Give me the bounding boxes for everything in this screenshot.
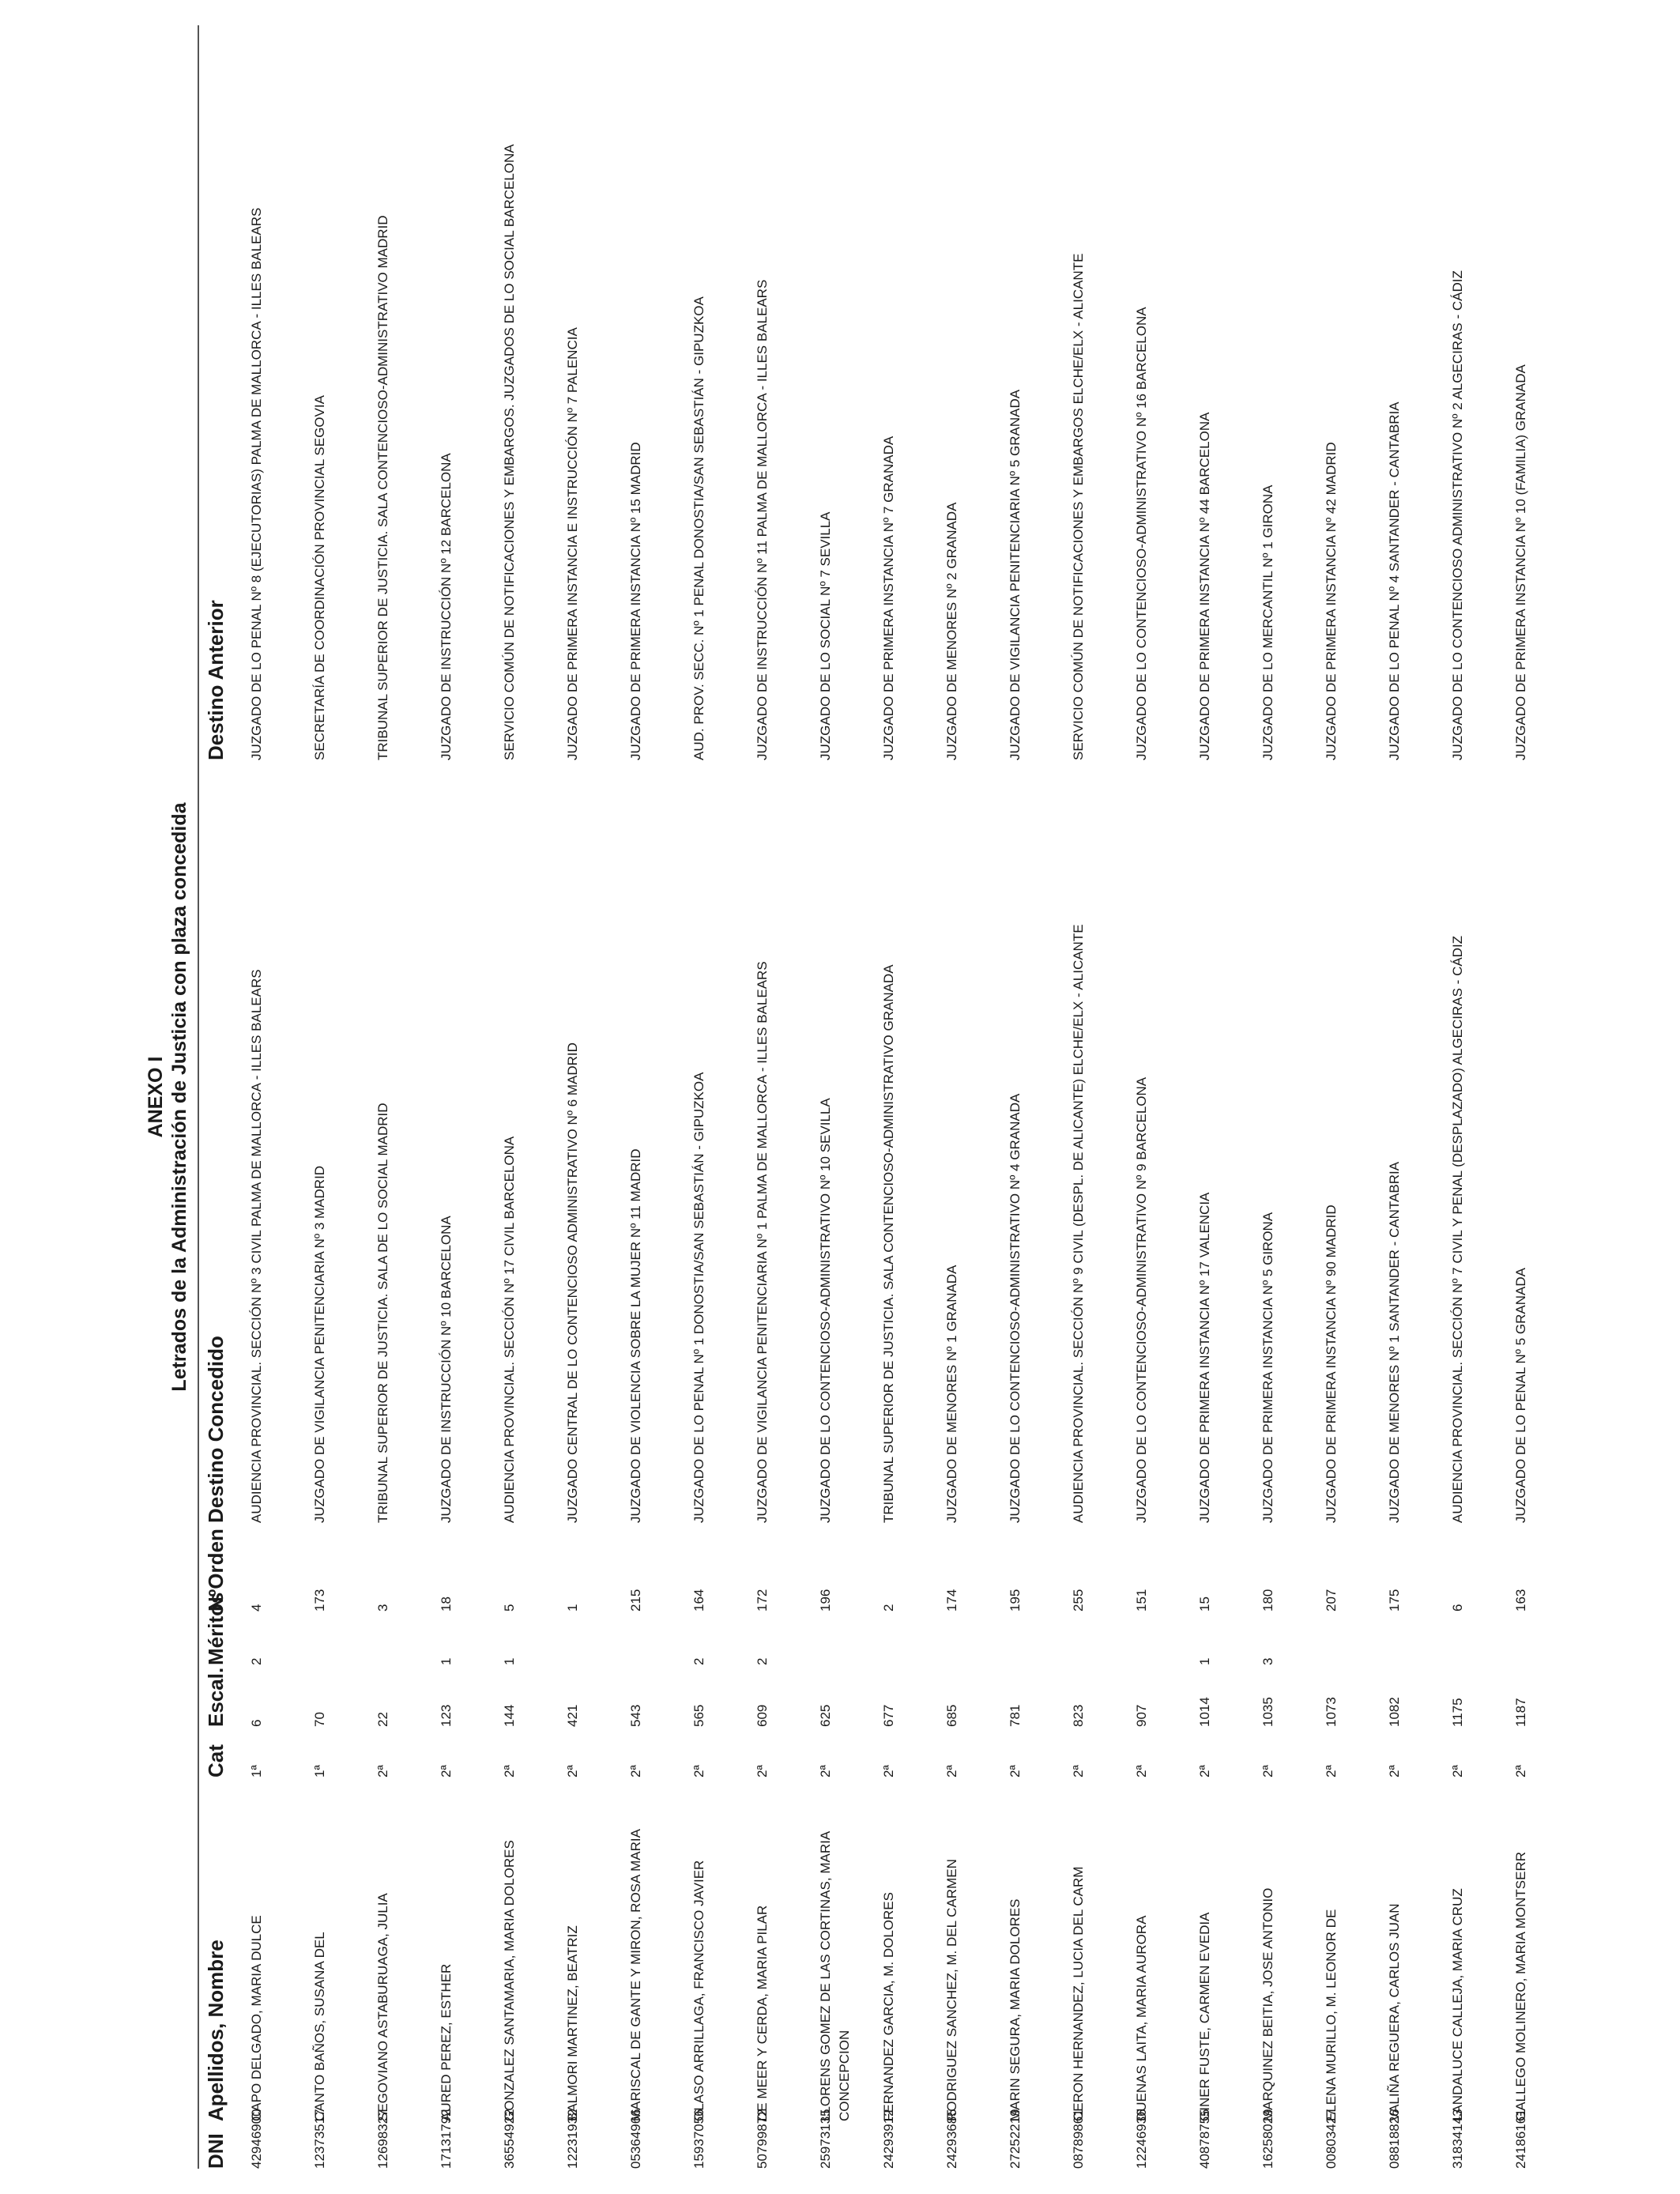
cell-escal: 1082 — [1387, 1697, 1402, 1727]
table-row — [868, 25, 932, 2169]
cell-concedido: JUZGADO DE LO PENAL Nº 1 DONOSTIA/SAN SEBASTIÁN - GIPUZKOA — [691, 1072, 706, 1523]
cell-escal: 677 — [881, 1704, 896, 1727]
cell-concedido: AUDIENCIA PROVINCIAL. SECCIÓN Nº 9 CIVIL (DESPL. DE ALICANTE) ELCHE/ELX - ALICANTE — [1071, 924, 1086, 1523]
cell-anterior: JUZGADO DE LO PENAL Nº 4 SANTANDER - CANTABRIA — [1387, 401, 1402, 760]
cell-orden: 151 — [1134, 1589, 1149, 1612]
cell-meritos: 1 — [439, 1657, 454, 1665]
cell-orden: 196 — [818, 1589, 833, 1612]
table-row — [1121, 25, 1185, 2169]
cell-meritos — [552, 1612, 616, 1665]
cell-concedido: JUZGADO DE MENORES Nº 1 GRANADA — [944, 1265, 959, 1523]
cell-escal: 1035 — [1260, 1697, 1275, 1727]
cell-orden: 6 — [1450, 1604, 1465, 1612]
cell-orden: 173 — [312, 1589, 327, 1612]
cell-nombre: GINER FUSTE, CARMEN EVEDIA — [1197, 1912, 1212, 2121]
cell-escal: 565 — [691, 1704, 706, 1727]
cell-concedido: JUZGADO DE PRIMERA INSTANCIA Nº 17 VALENCIA — [1197, 1192, 1212, 1523]
cell-cat: 2ª — [691, 1765, 706, 1777]
cell-meritos — [616, 1612, 679, 1665]
cell-dni: 12246936 — [1134, 2109, 1149, 2169]
cell-orden: 180 — [1260, 1589, 1275, 1612]
cell-concedido: AUDIENCIA PROVINCIAL. SECCIÓN Nº 3 CIVIL PALMA DE MALLORCA - ILLES BALEARS — [249, 969, 264, 1523]
cell-cat: 2ª — [1260, 1765, 1275, 1777]
cell-meritos — [932, 1612, 995, 1665]
cell-nombre: DE MEER Y CERDA, MARIA PILAR — [755, 1905, 770, 2121]
cell-anterior: JUZGADO DE LO SOCIAL Nº 7 SEVILLA — [818, 511, 833, 760]
cell-concedido: AUDIENCIA PROVINCIAL. SECCIÓN Nº 17 CIVIL BARCELONA — [502, 1136, 517, 1523]
cell-nombre: GONZALEZ SANTAMARIA, MARIA DOLORES — [502, 1840, 517, 2121]
cell-dni: 05364966 — [628, 2109, 643, 2169]
cell-anterior: JUZGADO DE PRIMERA INSTANCIA Nº 42 MADRID — [1324, 442, 1339, 760]
cell-dni: 12698327 — [375, 2109, 390, 2169]
cell-nombre: MARQUINEZ BEITIA, JOSE ANTONIO — [1260, 1887, 1275, 2121]
cell-nombre: MARIN SEGURA, MARIA DOLORES — [1008, 1898, 1023, 2121]
cell-nombre: SEGOVIANO ASTABURUAGA, JULIA — [375, 1893, 390, 2121]
cell-anterior: JUZGADO DE PRIMERA INSTANCIA Nº 15 MADRID — [628, 442, 643, 760]
cell-meritos — [299, 1612, 363, 1665]
cell-orden: 174 — [944, 1589, 959, 1612]
cell-dni: 12231932 — [565, 2109, 580, 2169]
cell-orden: 3 — [375, 1604, 390, 1612]
cell-dni: 24186161 — [1513, 2109, 1528, 2169]
cell-nombre: FERNANDEZ GARCIA, M. DOLORES — [881, 1892, 896, 2121]
cell-orden: 5 — [502, 1604, 517, 1612]
cell-meritos: 1 — [1197, 1657, 1212, 1665]
table-row — [1058, 25, 1121, 2169]
cell-orden: 207 — [1324, 1589, 1339, 1612]
cell-dni: 08789861 — [1071, 2109, 1086, 2169]
cell-orden: 15 — [1197, 1596, 1212, 1612]
cell-anterior: SERVICIO COMÚN DE NOTIFICACIONES Y EMBARGOS ELCHE/ELX - ALICANTE — [1071, 253, 1086, 760]
annex-subheading: Letrados de la Administración de Justicia con plaza concedida — [168, 802, 190, 1392]
cell-orden: 255 — [1071, 1589, 1086, 1612]
cell-cat: 2ª — [944, 1765, 959, 1777]
cell-escal: 144 — [502, 1704, 517, 1727]
header-meritos: Méritos — [204, 1592, 228, 1665]
cell-cat: 2ª — [628, 1765, 643, 1777]
cell-cat: 2ª — [565, 1765, 580, 1777]
cell-escal: 543 — [628, 1704, 643, 1727]
table-header-row — [199, 25, 236, 2169]
cell-anterior: JUZGADO DE INSTRUCCIÓN Nº 11 PALMA DE MALLORCA - ILLES BALEARS — [755, 279, 770, 760]
cell-meritos: 2 — [691, 1657, 706, 1665]
cell-dni: 36554922 — [502, 2109, 517, 2169]
cell-nombre: LANDALUCE CALLEJA, MARIA CRUZ — [1450, 1888, 1465, 2121]
cell-orden: 215 — [628, 1589, 643, 1612]
cell-anterior: JUZGADO DE INSTRUCCIÓN Nº 12 BARCELONA — [439, 453, 454, 760]
cell-cat: 2ª — [1197, 1765, 1212, 1777]
header-orden: NºOrden — [204, 1529, 228, 1612]
cell-meritos — [1374, 1612, 1437, 1665]
cell-concedido: JUZGADO DE PRIMERA INSTANCIA Nº 5 GIRONA — [1260, 1212, 1275, 1523]
cell-cat: 2ª — [1387, 1765, 1402, 1777]
cell-meritos — [805, 1612, 868, 1665]
header-anterior: Destino Anterior — [204, 600, 228, 760]
cell-meritos — [1437, 1612, 1501, 1665]
cell-nombre: BALMORI MARTINEZ, BEATRIZ — [565, 1925, 580, 2121]
table-row — [1311, 25, 1374, 2169]
cell-meritos: 2 — [755, 1657, 770, 1665]
table-row — [805, 25, 868, 2169]
cell-cat: 2ª — [755, 1765, 770, 1777]
header-escal: Escal. — [204, 1667, 228, 1727]
cell-cat: 2ª — [1450, 1765, 1465, 1777]
cell-anterior: TRIBUNAL SUPERIOR DE JUSTICIA. SALA CONTENCIOSO-ADMINISTRATIVO MADRID — [375, 215, 390, 760]
table-row — [1185, 25, 1248, 2169]
cell-concedido: JUZGADO DE LO CONTENCIOSO-ADMINISTRATIVO Nº 9 BARCELONA — [1134, 1076, 1149, 1523]
header-concedido: Destino Concedido — [204, 1336, 228, 1523]
table-row — [679, 25, 742, 2169]
cell-escal: 1073 — [1324, 1697, 1339, 1727]
cell-concedido: JUZGADO DE VIGILANCIA PENITENCIARIA Nº 1 PALMA DE MALLORCA - ILLES BALEARS — [755, 961, 770, 1523]
table-row — [299, 25, 363, 2169]
cell-cat: 2ª — [881, 1765, 896, 1777]
cell-concedido: JUZGADO DE MENORES Nº 1 SANTANDER - CANTABRIA — [1387, 1161, 1402, 1523]
cell-orden: 2 — [881, 1604, 896, 1612]
cell-cat: 2ª — [818, 1765, 833, 1777]
cell-dni: 40878755 — [1197, 2109, 1212, 2169]
cell-cat: 2ª — [1071, 1765, 1086, 1777]
cell-anterior: SERVICIO COMÚN DE NOTIFICACIONES Y EMBARGOS. JUZGADOS DE LO SOCIAL BARCELONA — [502, 144, 517, 760]
cell-dni: 42946900 — [249, 2109, 264, 2169]
cell-dni: 24293912 — [881, 2109, 896, 2169]
cell-meritos — [1311, 1612, 1374, 1665]
cell-dni: 17131792 — [439, 2109, 454, 2169]
cell-anterior: JUZGADO DE MENORES Nº 2 GRANADA — [944, 502, 959, 760]
cell-cat: 2ª — [502, 1765, 517, 1777]
cell-concedido: JUZGADO DE PRIMERA INSTANCIA Nº 90 MADRID — [1324, 1204, 1339, 1523]
cell-dni: 00803427 — [1324, 2109, 1339, 2169]
cell-concedido: JUZGADO DE VIGILANCIA PENITENCIARIA Nº 3 MADRID — [312, 1165, 327, 1523]
cell-nombre: AURED PEREZ, ESTHER — [439, 1963, 454, 2121]
cell-escal: 22 — [375, 1712, 390, 1727]
cell-nombre: GALLEGO MOLINERO, MARIA MONTSERR — [1513, 1851, 1528, 2121]
cell-anterior: JUZGADO DE LO PENAL Nº 8 (EJECUTORIAS) PALMA DE MALLORCA - ILLES BALEARS — [249, 207, 264, 760]
table-row — [1437, 25, 1501, 2169]
cell-concedido: JUZGADO DE VIOLENCIA SOBRE LA MUJER Nº 11 MADRID — [628, 1148, 643, 1523]
cell-orden: 172 — [755, 1589, 770, 1612]
cell-dni: 08818826 — [1387, 2109, 1402, 2169]
header-nombre: Apellidos, Nombre — [204, 1940, 228, 2121]
cell-anterior: JUZGADO DE LO CONTENCIOSO-ADMINISTRATIVO Nº 16 BARCELONA — [1134, 307, 1149, 760]
cell-escal: 1187 — [1513, 1698, 1528, 1727]
document-title — [144, 0, 191, 2194]
cell-anterior: SECRETARÍA DE COORDINACIÓN PROVINCIAL SEGOVIA — [312, 395, 327, 760]
cell-anterior: AUD. PROV. SECC. Nº 1 PENAL DONOSTIA/SAN SEBASTIÁN - GIPUZKOA — [691, 296, 706, 760]
cell-meritos — [363, 1612, 426, 1665]
cell-concedido: JUZGADO DE LO CONTENCIOSO-ADMINISTRATIVO Nº 10 SEVILLA — [818, 1098, 833, 1523]
table-row — [363, 25, 426, 2169]
cell-dni: 27252219 — [1008, 2109, 1023, 2169]
cell-meritos — [1058, 1612, 1121, 1665]
cell-meritos: 3 — [1260, 1657, 1275, 1665]
cell-escal: 781 — [1008, 1704, 1023, 1727]
cell-escal: 421 — [565, 1704, 580, 1727]
cell-cat: 2ª — [1134, 1765, 1149, 1777]
table-row — [616, 25, 679, 2169]
cell-cat: 2ª — [439, 1765, 454, 1777]
cell-anterior: JUZGADO DE VIGILANCIA PENITENCIARIA Nº 5 GRANADA — [1008, 389, 1023, 760]
cell-anterior: JUZGADO DE LO CONTENCIOSO ADMINISTRATIVO Nº 2 ALGECIRAS - CÁDIZ — [1450, 270, 1465, 760]
cell-nombre: CANTO BAÑOS, SUSANA DEL — [312, 1932, 327, 2121]
cell-orden: 195 — [1008, 1589, 1023, 1612]
cell-meritos — [868, 1612, 932, 1665]
table-row — [1374, 25, 1437, 2169]
cell-orden: 163 — [1513, 1589, 1528, 1612]
cell-nombre: ELENA MURILLO, M. LEONOR DE — [1324, 1909, 1339, 2121]
cell-escal: 1175 — [1450, 1698, 1465, 1727]
annex-heading: ANEXO I — [145, 1056, 167, 1138]
cell-anterior: JUZGADO DE LO MERCANTIL Nº 1 GIRONA — [1260, 484, 1275, 760]
cell-cat: 2ª — [1324, 1765, 1339, 1777]
cell-nombre: CERON HERNANDEZ, LUCIA DEL CARM — [1071, 1866, 1086, 2121]
cell-concedido: TRIBUNAL SUPERIOR DE JUSTICIA. SALA DE LO SOCIAL MADRID — [375, 1103, 390, 1523]
cell-concedido: JUZGADO DE LO PENAL Nº 5 GRANADA — [1513, 1268, 1528, 1523]
cell-orden: 175 — [1387, 1589, 1402, 1612]
cell-meritos: 2 — [249, 1657, 264, 1665]
header-cat: Cat — [204, 1744, 228, 1777]
table-row — [995, 25, 1058, 2169]
cell-nombre: RODRIGUEZ SANCHEZ, M. DEL CARMEN — [944, 1859, 959, 2121]
table-body — [236, 25, 1564, 2169]
cell-dni: 31834143 — [1450, 2109, 1465, 2169]
cell-concedido: AUDIENCIA PROVINCIAL. SECCIÓN Nº 7 CIVIL Y PENAL (DESPLAZADO) ALGECIRAS - CÁDIZ — [1450, 935, 1465, 1523]
cell-escal: 6 — [249, 1719, 264, 1727]
cell-concedido: JUZGADO DE INSTRUCCIÓN Nº 10 BARCELONA — [439, 1216, 454, 1523]
table-row — [932, 25, 995, 2169]
table-row — [742, 25, 805, 2169]
cell-escal: 685 — [944, 1704, 959, 1727]
table-row — [1248, 25, 1311, 2169]
table-row — [426, 25, 489, 2169]
header-dni: DNI — [204, 2133, 228, 2169]
cell-orden: 1 — [565, 1604, 580, 1612]
cell-dni: 24293685 — [944, 2109, 959, 2169]
cell-dni: 25973135 — [818, 2109, 833, 2169]
table-row — [1501, 25, 1564, 2169]
table-row — [552, 25, 616, 2169]
cell-nombre: LLORENS GOMEZ DE LAS CORTINAS, MARIA CONCEPCION — [818, 1831, 852, 2121]
cell-concedido: JUZGADO CENTRAL DE LO CONTENCIOSO ADMINISTRATIVO Nº 6 MADRID — [565, 1042, 580, 1523]
cell-dni: 15937056 — [691, 2109, 706, 2169]
cell-meritos: 1 — [502, 1657, 517, 1665]
cell-cat: 1ª — [249, 1765, 264, 1777]
cell-meritos — [1121, 1612, 1185, 1665]
cell-nombre: CAPO DELGADO, MARIA DULCE — [249, 1915, 264, 2121]
cell-orden: 164 — [691, 1589, 706, 1612]
cell-escal: 907 — [1134, 1704, 1149, 1727]
cell-meritos — [1501, 1612, 1564, 1665]
cell-anterior: JUZGADO DE PRIMERA INSTANCIA Nº 7 GRANADA — [881, 435, 896, 760]
cell-cat: 2ª — [375, 1765, 390, 1777]
cell-escal: 625 — [818, 1704, 833, 1727]
cell-escal: 70 — [312, 1712, 327, 1727]
cell-cat: 2ª — [1513, 1765, 1528, 1777]
cell-cat: 2ª — [1008, 1765, 1023, 1777]
cell-nombre: DUENAS LAITA, MARIA AURORA — [1134, 1915, 1149, 2121]
cell-nombre: OLASO ARRILLAGA, FRANCISCO JAVIER — [691, 1860, 706, 2121]
cell-anterior: JUZGADO DE PRIMERA INSTANCIA Nº 44 BARCELONA — [1197, 412, 1212, 760]
cell-meritos — [995, 1612, 1058, 1665]
cell-escal: 1014 — [1197, 1697, 1212, 1727]
cell-anterior: JUZGADO DE PRIMERA INSTANCIA E INSTRUCCIÓN Nº 7 PALENCIA — [565, 327, 580, 760]
cell-dni: 16258029 — [1260, 2109, 1275, 2169]
cell-escal: 823 — [1071, 1704, 1086, 1727]
cell-dni: 12373517 — [312, 2109, 327, 2169]
cell-nombre: VALIÑA REGUERA, CARLOS JUAN — [1387, 1903, 1402, 2121]
cell-orden: 4 — [249, 1604, 264, 1612]
cell-escal: 609 — [755, 1704, 770, 1727]
cell-orden: 18 — [439, 1596, 454, 1612]
table-row — [236, 25, 299, 2169]
cell-nombre: MARISCAL DE GANTE Y MIRON, ROSA MARIA — [628, 1829, 643, 2121]
cell-concedido: TRIBUNAL SUPERIOR DE JUSTICIA. SALA CONTENCIOSO-ADMINISTRATIVO GRANADA — [881, 964, 896, 1523]
cell-anterior: JUZGADO DE PRIMERA INSTANCIA Nº 10 (FAMILIA) GRANADA — [1513, 364, 1528, 760]
table-row — [489, 25, 552, 2169]
assignments-table — [199, 25, 1564, 2169]
cell-concedido: JUZGADO DE LO CONTENCIOSO-ADMINISTRATIVO Nº 4 GRANADA — [1008, 1093, 1023, 1523]
cell-dni: 50799872 — [755, 2109, 770, 2169]
cell-cat: 1ª — [312, 1765, 327, 1777]
cell-escal: 123 — [439, 1704, 454, 1727]
